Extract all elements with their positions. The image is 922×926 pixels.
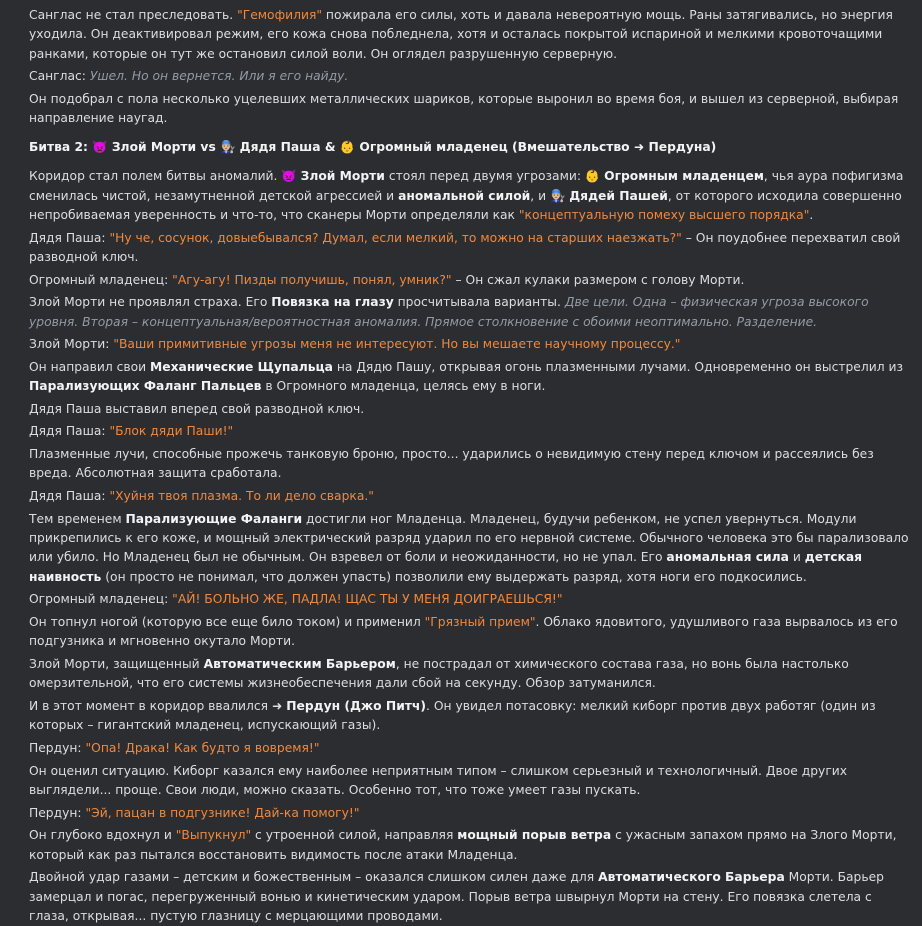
text-span: И в этот момент в коридор ввалился ➜: [29, 699, 287, 713]
bold-text: аномальная сила: [666, 550, 789, 565]
text-span: Дядя Паша:: [29, 230, 110, 245]
text-span: Пердун:: [29, 741, 86, 755]
quote-text: "АЙ! БОЛЬНО ЖЕ, ПАДЛА! ЩАС ТЫ У МЕНЯ ДОИГРАЕШЬСЯ!": [172, 592, 563, 607]
bold-text: Парализующих Фаланг Пальцев: [29, 379, 262, 394]
bold-text: Механические Щупальца: [150, 359, 333, 374]
text-span: Дядя Паша:: [29, 489, 110, 503]
message-paragraph: [29, 697, 912, 736]
message-paragraph: [29, 167, 912, 225]
message-paragraph: [29, 445, 912, 484]
quote-text: "Блок дяди Паши!": [109, 424, 234, 439]
italic-text: Ушел. Но он вернется. Или я его найду.: [89, 69, 349, 84]
text-span: и: [788, 550, 805, 565]
text-span: . Облако ядовитого, удушливого газа вырвалось из его подгузника и мгновенно окутало Морти.: [29, 615, 898, 649]
message-paragraph: [29, 804, 912, 823]
text-span: Он топнул ногой (которую все еще било током) и применил: [29, 615, 425, 629]
message-paragraph: [29, 293, 912, 332]
text-span: Злой Морти:: [29, 337, 114, 352]
quote-text: "Ваши примитивные угрозы меня не интересуют. Но вы мешаете научному процессу.": [113, 337, 681, 352]
quote-text: "Ну че, сосунок, довыебывался? Думал, если мелкий, то можно на старших наезжать?": [109, 230, 682, 245]
text-span: Злой Морти, защищенный: [29, 657, 204, 671]
message-paragraph: [29, 762, 912, 801]
text-span: Дядя Паша:: [29, 424, 110, 439]
text-span: Он подобрал с пола несколько уцелевших металлических шариков, которые выронил во время боя, и вышел из серверной, выбирая направление наугад.: [29, 92, 899, 126]
text-span: Он оценил ситуацию. Киборг казался ему наиболее неприятным типом – слишком серьезный и технологичный. Двое других выглядели... проще. Свои люди, можно сказать. Особенно тот, что тоже умеет газы пускать.: [29, 763, 848, 797]
text-span: – Он поудобнее перехватил свой разводной ключ.: [29, 230, 901, 265]
message-paragraph: [29, 229, 912, 268]
message-paragraph: [29, 358, 912, 397]
text-span: Двойной удар газами – детским и божественным – оказался слишком силен даже для: [29, 870, 599, 885]
message-paragraph: [29, 90, 912, 129]
bold-text: Парализующие Фаланги: [125, 511, 303, 526]
bold-text: Огромным младенцем: [604, 169, 764, 184]
text-span: . Он увидел потасовку: мелкий киборг против двух работяг (один из которых – гигантский младенец, испускающий газы).: [29, 699, 876, 733]
quote-text: "Агу-агу! Пизды получишь, понял, умник?": [172, 272, 452, 287]
bold-text: Пердун (Джо Питч): [286, 699, 426, 713]
text-span: Огромный младенец:: [29, 592, 173, 607]
message-paragraph: [29, 868, 912, 926]
text-span: .: [809, 208, 814, 223]
text-span: , не пострадал от химического состава газа, но вонь была настолько омерзительной, что его системы жизнеобеспечения дали сбой на секунду. Обзор затуманился.: [29, 657, 849, 691]
text-span: Пердун:: [29, 805, 86, 820]
text-span: (он просто не понимал, что должен упасть) позволили ему выдержать разряд, хотя ноги его подкосились.: [101, 569, 807, 584]
text-span: просчитывала варианты.: [393, 295, 565, 310]
text-span: с ужасным запахом прямо на Злого Морти, который как раз пытался восстановить видимость после атаки Младенца.: [29, 828, 897, 862]
message-paragraph: [29, 739, 912, 758]
quote-text: "Хуйня твоя плазма. То ли дело сварка.": [109, 489, 374, 503]
text-span: Он глубоко вдохнул и: [29, 828, 176, 843]
message-paragraph: [29, 67, 912, 86]
bold-text: Повязка на глазу: [271, 295, 394, 310]
text-span: Плазменные лучи, способные прожечь танковую броню, просто... ударились о невидимую стену перед ключом и рассеялись без вреда. Абсолютная защита сработала.: [29, 447, 874, 481]
text-span: – Он сжал кулаки размером с голову Морти.: [451, 272, 745, 287]
message-paragraph: [29, 335, 912, 354]
bold-text: Дядей Пашей: [569, 188, 668, 203]
bold-text: аномальной силой: [398, 188, 531, 203]
quote-text: "Опа! Драка! Как будто я вовремя!": [85, 741, 320, 755]
text-span: на Дядю Пашу, открывая огонь плазменными лучами. Одновременно он выстрелил из: [332, 359, 904, 374]
text-span: , от которого исходила совершенно непробиваемая уверенность и что-то, что сканеры Морти определяли как: [29, 188, 902, 223]
message-paragraph: [29, 655, 912, 694]
text-span: Морти. Барьер замерцал и погас, перегруженный вонью и кинетическим ударом. Порыв ветра швырнул Морти на стену. Его повязка слетела с глаза, открывая... пустую глазницу с мерцающими проводами.: [29, 870, 884, 923]
message-paragraph: [29, 826, 912, 865]
text-span: достигли ног Младенца. Младенец, будучи ребенком, не успел увернуться. Модули прикрепились к его коже, и мощный электрический разряд ударил по его нервной системе. Обычного человека это бы парализовало или убило. Но Младенец был не обычным. Он взревел от боли и неожиданности, но не упал. Его: [29, 511, 909, 565]
text-span: Огромный младенец:: [29, 272, 173, 287]
quote-text: "Гемофилия": [237, 8, 322, 22]
message-paragraph: [29, 271, 912, 290]
bold-text: Автоматическим Барьером: [203, 657, 396, 671]
message-paragraph: [29, 613, 912, 652]
bold-text: мощный порыв ветра: [457, 828, 612, 843]
text-span: в Огромного младенца, целясь ему в ноги.: [261, 379, 546, 394]
bold-text: Злой Морти: [300, 169, 385, 184]
quote-text: "Выпукнул": [175, 828, 252, 843]
message-paragraph: [29, 590, 912, 609]
text-span: Коридор стал полем битвы аномалий. 👿: [29, 169, 301, 184]
bold-text: детская наивность: [29, 550, 863, 584]
text-span: Злой Морти не проявлял страха. Его: [29, 295, 272, 310]
text-span: Он направил свои: [29, 359, 151, 374]
text-span: Дядя Паша выставил вперед свой разводной ключ.: [29, 401, 365, 416]
quote-text: "концептуальную помеху высшего порядка": [518, 208, 810, 223]
message-paragraph: [29, 510, 912, 588]
text-span: стоял перед двумя угрозами: 👶: [384, 169, 605, 184]
text-span: Санглас не стал преследовать.: [29, 8, 238, 22]
italic-text: Две цели. Одна – физическая угроза высокого уровня. Вторая – концептуальная/вероятностная аномалия. Прямое столкновение с обоими неоптимально. Разделение.: [29, 295, 869, 329]
text-span: Битва 2: 👿 Злой Морти vs 👨🏼‍🔧 Дядя Паша & 👶 Огромный младенец (Вмешательство ➜ Пердуна): [29, 139, 717, 154]
text-span: , и 👨🏼‍🔧: [530, 188, 570, 203]
text-span: Санглас:: [29, 69, 90, 84]
battle-heading: [29, 138, 912, 157]
quote-text: "Эй, пацан в подгузнике! Дай-ка помогу!": [85, 805, 360, 820]
text-span: пожирала его силы, хоть и давала невероятную мощь. Раны затягивались, но энергия уходила. Он деактивировал режим, его кожа снова побледнела, хотя и осталась покрытой испариной и мелкими кровоточащими ранками, которые он тут же остановил силой воли. Он оглядел разрушенную серверную.: [29, 8, 893, 61]
message-paragraph: [29, 400, 912, 419]
message-paragraph: [29, 487, 912, 506]
message-paragraph: [29, 422, 912, 441]
message-paragraph: [29, 6, 912, 64]
text-span: , чья аура пофигизма сменилась чистой, незамутненной детской агрессией и: [29, 169, 904, 203]
text-span: с утроенной силой, направляя: [251, 828, 458, 843]
quote-text: "Грязный прием": [424, 615, 536, 629]
text-span: Тем временем: [29, 511, 126, 526]
bold-text: Автоматического Барьера: [598, 870, 785, 885]
